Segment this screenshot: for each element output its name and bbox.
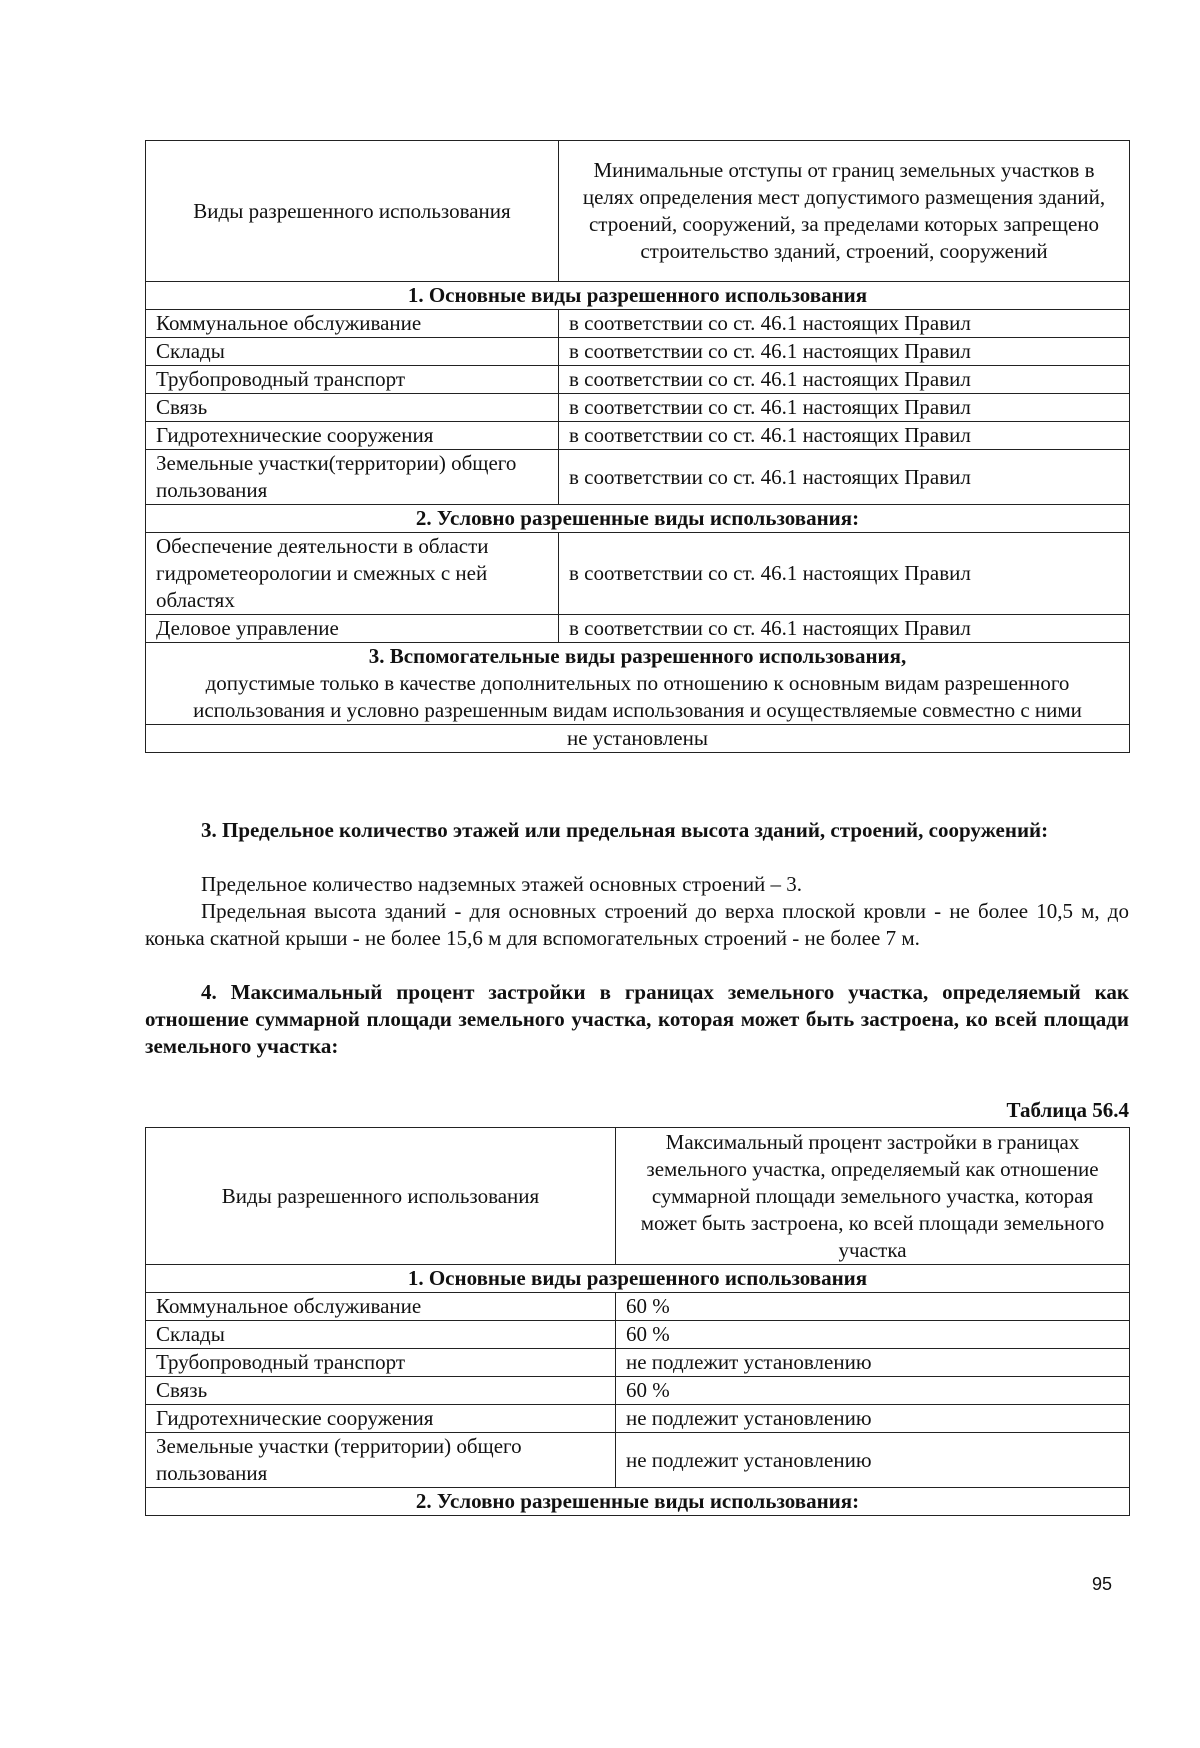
section-row (146, 1488, 1130, 1516)
page-number: 95 (1092, 1574, 1113, 1594)
use-cell: Склады (146, 1321, 616, 1349)
header-coverage: Максимальный процент застройки в границах земельного участка, определяемый как отношение суммарной площади земельного участка, которая может быть застроена, ко всей площади земельного участка (616, 1128, 1130, 1265)
table-header-row (146, 141, 1130, 282)
value-cell: 60 % (616, 1293, 1130, 1321)
section-auxiliary-text: допустимые только в качестве дополнительных по отношению к основным видам разрешенного использования и условно разрешенным видам использования и осуществляемые совместно с ними (193, 671, 1082, 722)
value-cell: в соответствии со ст. 46.1 настоящих Правил (559, 615, 1130, 643)
use-cell: Обеспечение деятельности в области гидрометеорологии и смежных с ней областях (146, 533, 559, 615)
table-row (146, 725, 1130, 753)
section-row (146, 505, 1130, 533)
value-cell: в соответствии со ст. 46.1 настоящих Правил (559, 310, 1130, 338)
table-header-row (146, 1128, 1130, 1265)
auxiliary-value-cell: не установлены (146, 725, 1130, 753)
use-cell: Гидротехнические сооружения (146, 422, 559, 450)
use-cell: Гидротехнические сооружения (146, 1405, 616, 1433)
use-cell: Трубопроводный транспорт (146, 366, 559, 394)
use-cell: Связь (146, 394, 559, 422)
value-cell: не подлежит установлению (616, 1349, 1130, 1377)
value-cell: 60 % (616, 1321, 1130, 1349)
header-setback: Минимальные отступы от границ земельных участков в целях определения мест допустимого размещения зданий, строений, сооружений, за пределами которых запрещено строительство зданий, строений, сооружений (559, 141, 1130, 282)
table-row (146, 1433, 1130, 1488)
table-row (146, 1321, 1130, 1349)
value-cell: в соответствии со ст. 46.1 настоящих Правил (559, 338, 1130, 366)
value-cell: не подлежит установлению (616, 1405, 1130, 1433)
section-row (146, 643, 1130, 725)
value-cell: не подлежит установлению (616, 1433, 1130, 1488)
table-row (146, 450, 1130, 505)
use-cell: Деловое управление (146, 615, 559, 643)
table-row (146, 615, 1130, 643)
section-auxiliary-uses (146, 643, 1130, 725)
coverage-table (145, 1127, 1130, 1516)
floors-text: Предельное количество надземных этажей основных строений – 3. (201, 872, 803, 896)
table-row (146, 1405, 1130, 1433)
table-row (146, 338, 1130, 366)
value-cell: в соответствии со ст. 46.1 настоящих Правил (559, 533, 1130, 615)
table-row (146, 310, 1130, 338)
use-cell: Земельные участки (территории) общего пользования (146, 1433, 616, 1488)
table-row (146, 1349, 1130, 1377)
value-cell: в соответствии со ст. 46.1 настоящих Правил (559, 366, 1130, 394)
header-use-type: Виды разрешенного использования (146, 1128, 616, 1265)
section-row (146, 1265, 1130, 1293)
use-cell: Трубопроводный транспорт (146, 1349, 616, 1377)
height-text: Предельная высота зданий - для основных строений до верха плоской кровли - не более 10,5 м, до конька скатной крыши - не более 15,6 м для вспомогательных строений - не более 7 м. (145, 899, 1129, 950)
table-row (146, 1377, 1130, 1405)
section-main-uses: 1. Основные виды разрешенного использования (146, 282, 1130, 310)
table-row (146, 366, 1130, 394)
section-conditional-uses: 2. Условно разрешенные виды использования: (146, 1488, 1130, 1516)
section-conditional-uses: 2. Условно разрешенные виды использования: (146, 505, 1130, 533)
setback-table (145, 140, 1130, 753)
value-cell: 60 % (616, 1377, 1130, 1405)
use-cell: Связь (146, 1377, 616, 1405)
table-row (146, 1293, 1130, 1321)
section-auxiliary-title: 3. Вспомогательные виды разрешенного использования, (368, 644, 907, 668)
section-row (146, 282, 1130, 310)
value-cell: в соответствии со ст. 46.1 настоящих Правил (559, 394, 1130, 422)
table-caption: Таблица 56.4 (1006, 1098, 1129, 1122)
section3-heading: 3. Предельное количество этажей или предельная высота зданий, строений, сооружений: (201, 818, 1049, 842)
use-cell: Земельные участки(территории) общего пользования (146, 450, 559, 505)
value-cell: в соответствии со ст. 46.1 настоящих Правил (559, 450, 1130, 505)
section-main-uses: 1. Основные виды разрешенного использования (146, 1265, 1130, 1293)
use-cell: Коммунальное обслуживание (146, 310, 559, 338)
use-cell: Коммунальное обслуживание (146, 1293, 616, 1321)
value-cell: в соответствии со ст. 46.1 настоящих Правил (559, 422, 1130, 450)
section4-heading: 4. Максимальный процент застройки в границах земельного участка, определяемый как отношение суммарной площади земельного участка, которая может быть застроена, ко всей площади земельного участка: (145, 980, 1129, 1058)
header-use-type: Виды разрешенного использования (146, 141, 559, 282)
table-row (146, 533, 1130, 615)
table-row (146, 394, 1130, 422)
table-row (146, 422, 1130, 450)
use-cell: Склады (146, 338, 559, 366)
